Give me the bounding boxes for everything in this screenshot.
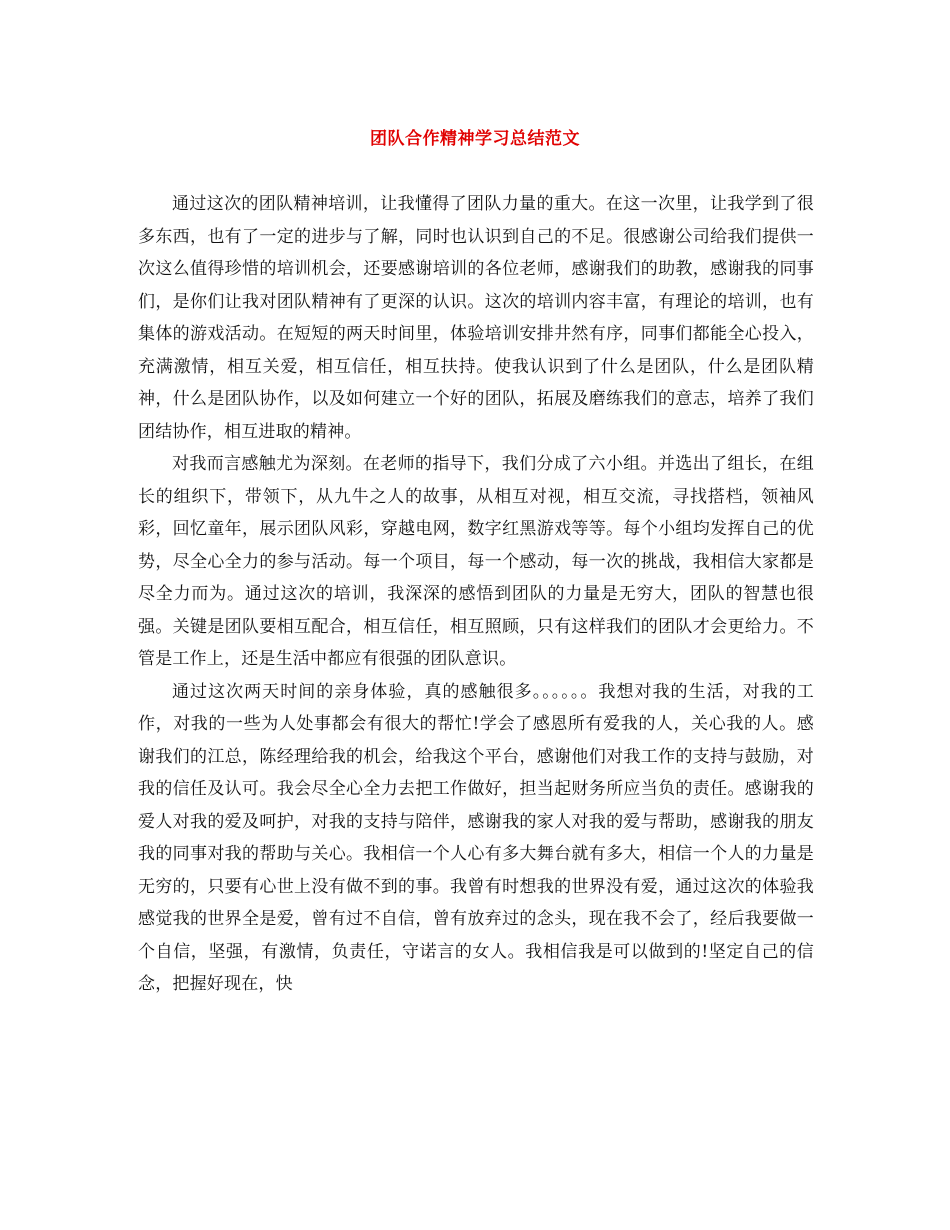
paragraph-2: 对我而言感触尤为深刻。在老师的指导下，我们分成了六小组。并选出了组长，在组长的组织下，带领下，从九牛之人的故事，从相互对视，相互交流，寻找搭档，领袖风彩，回忆童年，展示团队风彩，穿越电网，数字红黑游戏等等。每个小组均发挥自己的优势，尽全心全力的参与活动。每一个项目，每一个感动，每一次的挑战，我相信大家都是尽全力而为。通过这次的培训，我深深的感悟到团队的力量是无穷大，团队的智慧也很强。关键是团队要相互配合，相互信任，相互照顾，只有这样我们的团队才会更给力。不管是工作上，还是生活中都应有很强的团队意识。 [138, 454, 814, 669]
document-body [138, 188, 814, 1001]
paragraph-1: 通过这次的团队精神培训，让我懂得了团队力量的重大。在这一次里，让我学到了很多东西，也有了一定的进步与了解，同时也认识到自己的不足。很感谢公司给我们提供一次这么值得珍惜的培训机会，还要感谢培训的各位老师，感谢我们的助教，感谢我的同事们，是你们让我对团队精神有了更深的认识。这次的培训内容丰富，有理论的培训，也有集体的游戏活动。在短短的两天时间里，体验培训安排井然有序，同事们都能全心投入，充满激情，相互关爱，相互信任，相互扶持。使我认识到了什么是团队，什么是团队精神，什么是团队协作，以及如何建立一个好的团队，拓展及磨练我们的意志，培养了我们团结协作，相互进取的精神。 [138, 194, 814, 442]
document-title: 团队合作精神学习总结范文 [370, 129, 580, 149]
paragraph-3: 通过这次两天时间的亲身体验，真的感触很多。。。。。。我想对我的生活，对我的工作，对我的一些为人处事都会有很大的帮忙!学会了感恩所有爱我的人，关心我的人。感谢我们的江总，陈经理给我的机会，给我这个平台，感谢他们对我工作的支持与鼓励，对我的信任及认可。我会尽全心全力去把工作做好，担当起财务所应当负的责任。感谢我的爱人对我的爱及呵护，对我的支持与陪伴，感谢我的家人对我的爱与帮助，感谢我的朋友我的同事对我的帮助与关心。我相信一个人心有多大舞台就有多大，相信一个人的力量是无穷的，只要有心世上没有做不到的事。我曾有时想我的世界没有爱，通过这次的体验我感觉我的世界全是爱，曾有过不自信，曾有放弃过的念头，现在我不会了，经后我要做一个自信，坚强，有激情，负责任，守诺言的女人。我相信我是可以做到的!坚定自己的信念，把握好现在，快 [138, 681, 814, 994]
